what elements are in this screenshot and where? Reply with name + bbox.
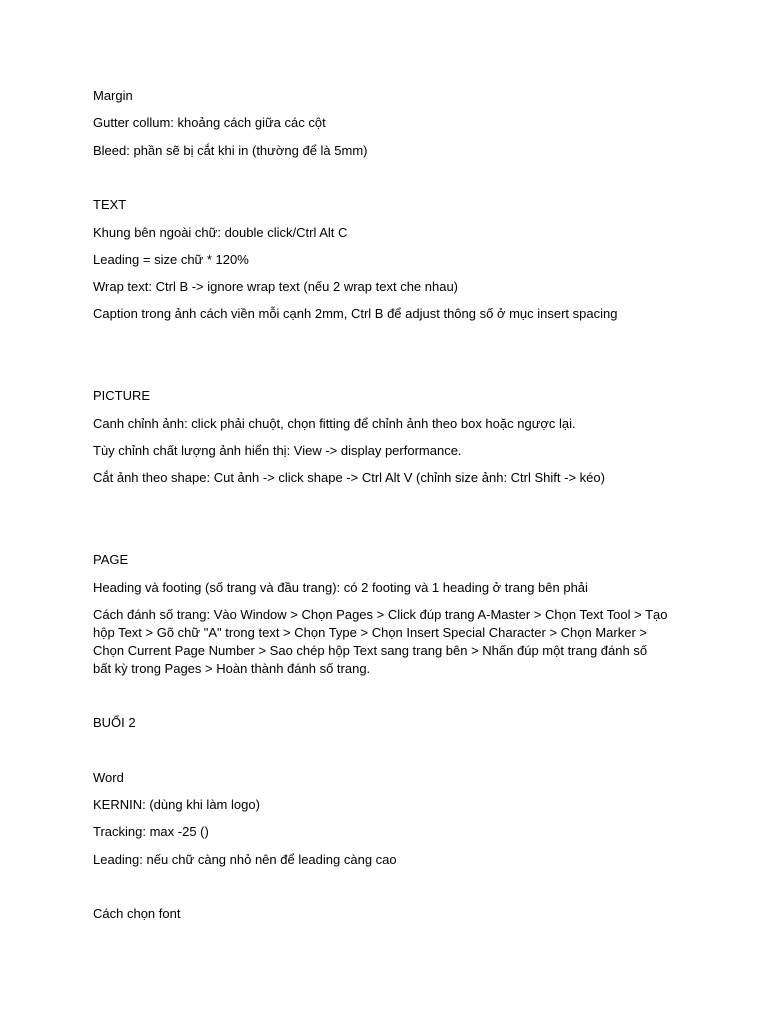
section-heading-word: Word [93,770,124,785]
text-line-font-choice: Cách chọn font [93,906,181,921]
text-line-leading-tip: Leading: nếu chữ càng nhỏ nên để leading càng cao [93,852,397,867]
text-line-caption: Caption trong ảnh cách viền mỗi cạnh 2mm, Ctrl B để adjust thông số ở mục insert spacing [93,306,618,321]
text-line-wrap-text: Wrap text: Ctrl B -> ignore wrap text (nếu 2 wrap text che nhau) [93,279,459,294]
text-line-tracking: Tracking: max -25 () [93,824,209,839]
text-line-display-performance: Tùy chỉnh chất lượng ảnh hiển thị: View -> display performance. [93,443,462,458]
text-line-bleed: Bleed: phần sẽ bị cắt khi in (thường để là 5mm) [93,143,368,158]
text-line-leading: Leading = size chữ * 120% [93,252,249,267]
section-heading-text: TEXT [93,197,127,212]
text-line-margin: Margin [93,88,133,103]
section-heading-picture: PICTURE [93,388,151,403]
text-line-image-align: Canh chỉnh ảnh: click phải chuột, chọn fitting để chỉnh ảnh theo box hoặc ngược lại. [93,416,576,431]
text-line-cut-shape: Cắt ảnh theo shape: Cut ảnh -> click shape -> Ctrl Alt V (chỉnh size ảnh: Ctrl Shift -> kéo) [93,470,605,485]
text-paragraph-page-numbering: Cách đánh số trang: Vào Window > Chọn Pages > Click đúp trang A-Master > Chọn Text Tool > Tạo hộp Text > Gõ chữ "A" trong text > Chọn Type > Chọn Insert Special Character > Chọn Marker > Chọn Current Page Number > Sao chép hộp Text sang trang bên > Nhấn đúp một trang đánh số bất kỳ trong Pages > Hoàn thành đánh số trang. [93,607,668,676]
text-line-kerning: KERNIN: (dùng khi làm logo) [93,797,260,812]
section-heading-page: PAGE [93,552,129,567]
text-line-heading-footing: Heading và footing (số trang và đầu trang): có 2 footing và 1 heading ở trang bên phải [93,580,588,595]
text-line-text-frame: Khung bên ngoài chữ: double click/Ctrl Alt C [93,225,348,240]
section-heading-buoi-2: BUỔI 2 [93,715,136,730]
text-line-gutter: Gutter collum: khoảng cách giữa các cột [93,115,326,130]
